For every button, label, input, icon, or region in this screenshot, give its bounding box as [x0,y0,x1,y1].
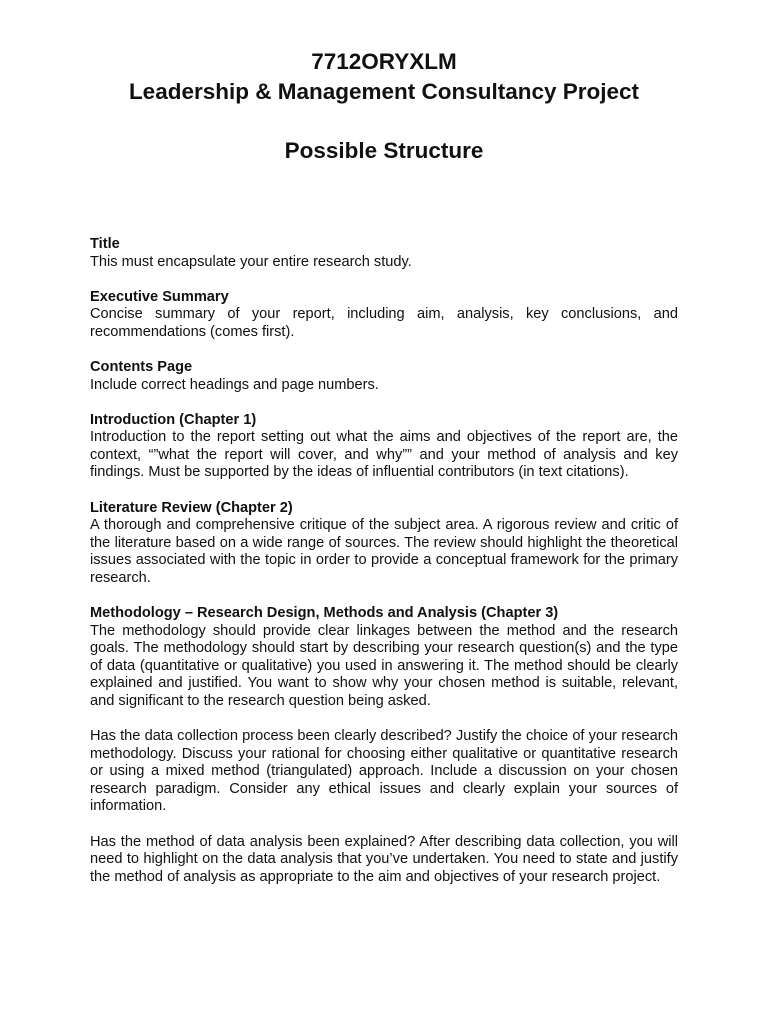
section-literature-review [90,500,678,588]
section-heading: Introduction (Chapter 1) [90,411,257,428]
section-heading: Methodology – Research Design, Methods and Analysis (Chapter 3) [90,605,559,621]
document-body [90,236,678,904]
section-heading: Literature Review (Chapter 2) [90,499,293,516]
section-title [90,236,678,271]
section-contents-page [90,359,678,394]
section-paragraph: Concise summary of your report, including aim, analysis, key conclusions, and recommendations (comes first). [90,306,678,340]
section-methodology [90,605,678,886]
section-paragraph: The methodology should provide clear linkages between the method and the research goals. The methodology should start by describing your research question(s) and the type of data (quantitative or qualitative) you used in answering it. The method should be clearly explained and justified. You want to show why your chosen method is suitable, relevant, and significant to the research question being asked. [90,622,678,709]
document-subtitle: Possible Structure [284,138,484,163]
section-heading: Title [90,236,120,252]
section-paragraph: Has the data collection process been clearly described? Justify the choice of your research methodology. Discuss your rational for choosing either qualitative or quantitative research or using a mixed method (triangulated) approach. Include a discussion on your chosen research paradigm. Consider any ethical issues and clearly explain your sources of information. [90,728,678,815]
document-title: Leadership & Management Consultancy Project [128,79,640,104]
section-heading: Contents Page [90,358,193,375]
section-paragraph: Introduction to the report setting out what the aims and objectives of the report are, the context, “”what the report will cover, and why”” and your method of analysis and key findings. Must be supported by the ideas of influential contributors (in text citations). [90,429,678,481]
module-code: 7712ORYXLM [311,49,457,74]
section-paragraph: Has the method of data analysis been explained? After describing data collection, you will need to highlight on the data analysis that you’ve undertaken. You need to state and justify the method of analysis as appropriate to the aim and objectives of your research project. [90,833,678,885]
section-paragraph: A thorough and comprehensive critique of the subject area. A rigorous review and critic of the literature based on a wide range of sources. The review should highlight the theoretical issues associated with the topic in order to provide a conceptual framework for the primary research. [90,517,678,586]
section-introduction [90,412,678,482]
section-paragraph: Include correct headings and page numbers. [90,376,379,393]
section-heading: Executive Summary [90,288,229,305]
section-executive-summary [90,289,678,342]
section-paragraph: This must encapsulate your entire research study. [90,253,412,270]
